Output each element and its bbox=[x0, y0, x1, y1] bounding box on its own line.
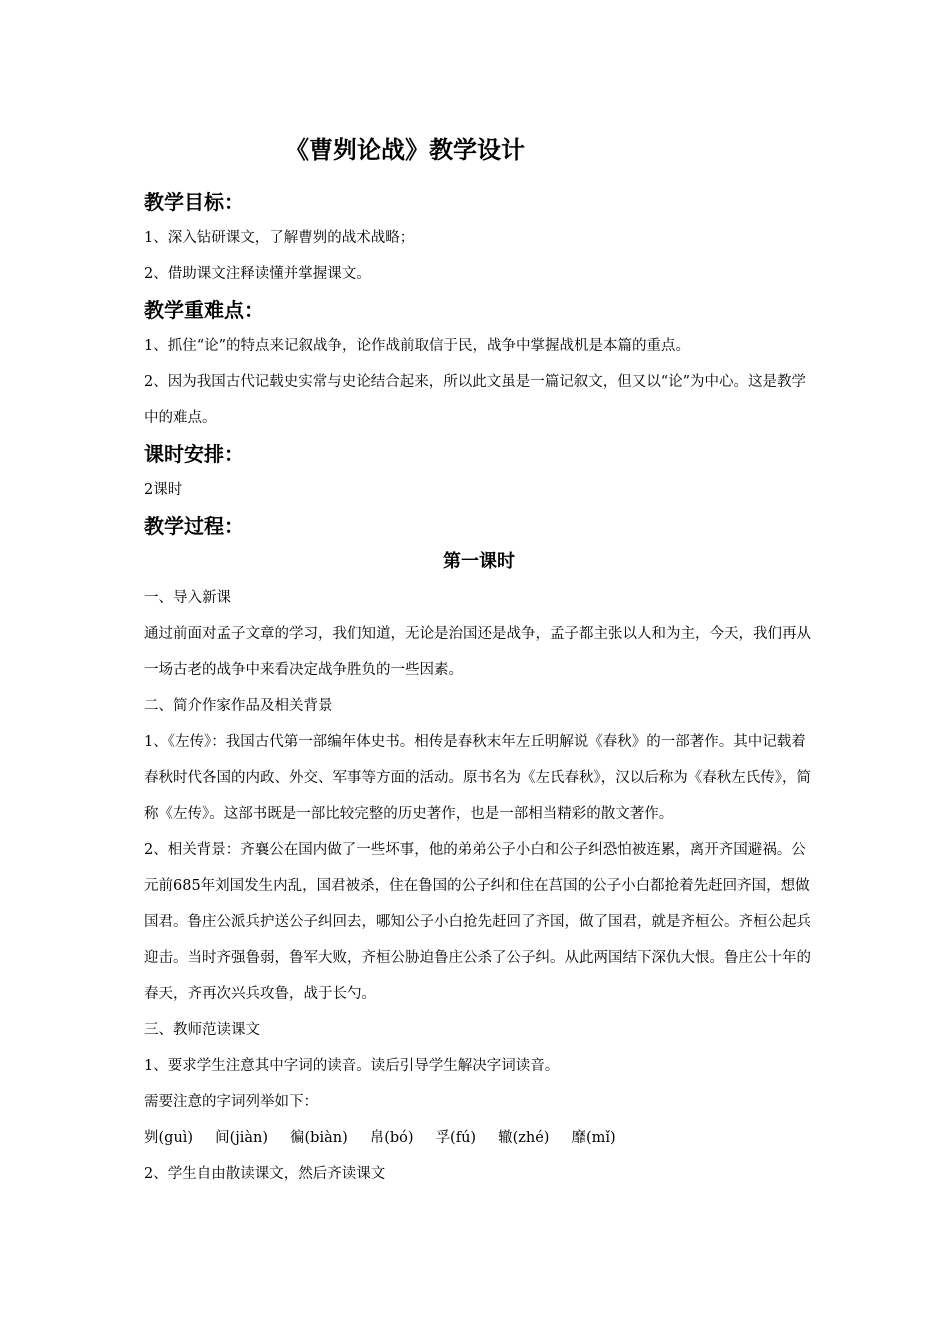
objective-item: 1、深入钻研课文，了解曹刿的战术战略； bbox=[144, 230, 415, 246]
part3-item1: 1、要求学生注意其中字词的读音。读后引导学生解决字词读音。 bbox=[144, 1058, 560, 1074]
vocab-item: 孚(fú) bbox=[435, 1130, 477, 1146]
part2-title: 二、简介作家作品及相关背景 bbox=[144, 698, 333, 714]
part1-title: 一、导入新课 bbox=[144, 590, 231, 606]
vocab-item: 辙(zhé) bbox=[498, 1130, 550, 1146]
key-point-item: 1、抓住“论”的特点来记叙战争，论作战前取信于民，战争中掌握战机是本篇的重点。 bbox=[144, 338, 691, 354]
vocab-item: 靡(mǐ) bbox=[571, 1130, 616, 1146]
schedule-heading: 课时安排： bbox=[144, 442, 244, 466]
part2-item1: 1、《左传》：我国古代第一部编年体史书。相传是春秋末年左丘明解说《春秋》的一部著作。其中记载着春秋时代各国的内政、外交、军事等方面的活动。原书名为《左氏春秋》，汉以后称为《春秋左氏传》，简称《左传》。这部书既是一部比较完整的历史著作，也是一部相当精彩的散文著作。 bbox=[144, 734, 811, 822]
objective-item: 2、借助课文注释读懂并掌握课文。 bbox=[144, 266, 371, 282]
key-point-item: 2、因为我国古代记载史实常与史论结合起来，所以此文虽是一篇记叙文，但又以“论”为中心。这是教学中的难点。 bbox=[144, 374, 807, 426]
objectives-heading: 教学目标： bbox=[144, 190, 244, 214]
part1-text: 通过前面对孟子文章的学习，我们知道，无论是治国还是战争，孟子都主张以人和为主，今天，我们再从一场古老的战争中来看决定战争胜负的一些因素。 bbox=[144, 626, 811, 678]
schedule-text: 2课时 bbox=[144, 482, 183, 498]
part3-item2: 2、学生自由散读课文，然后齐读课文 bbox=[144, 1166, 386, 1182]
process-heading: 教学过程： bbox=[144, 514, 244, 538]
vocab-item: 帛(bó) bbox=[369, 1130, 414, 1146]
lesson-title: 第一课时 bbox=[443, 551, 515, 572]
part2-item2: 2、相关背景：齐襄公在国内做了一些坏事，他的弟弟公子小白和公子纠恐怕被连累，离开齐国避祸。公元前685年刘国发生内乱，国君被杀，住在鲁国的公子纠和住在莒国的公子小白都抢着先赶回齐国，想做国君。鲁庄公派兵护送公子纠回去，哪知公子小白抢先赶回了齐国，做了国君，就是齐桓公。齐桓公起兵迎击。当时齐强鲁弱，鲁军大败，齐桓公胁迫鲁庄公杀了公子纠。从此两国结下深仇大恨。鲁庄公十年的春天，齐再次兴兵攻鲁，战于长勺。 bbox=[144, 842, 811, 1002]
vocab-item: 刿(guì) bbox=[144, 1130, 194, 1146]
vocab-item: 徧(biàn) bbox=[290, 1130, 348, 1146]
document-body bbox=[144, 184, 814, 1192]
vocab-list bbox=[144, 1120, 814, 1156]
key-points-heading: 教学重难点： bbox=[144, 298, 264, 322]
vocab-intro: 需要注意的字词列举如下： bbox=[144, 1094, 318, 1110]
vocab-item: 间(jiàn) bbox=[215, 1130, 269, 1146]
part3-title: 三、教师范读课文 bbox=[144, 1022, 260, 1038]
document-title: 《曹刿论战》教学设计 bbox=[285, 136, 525, 164]
